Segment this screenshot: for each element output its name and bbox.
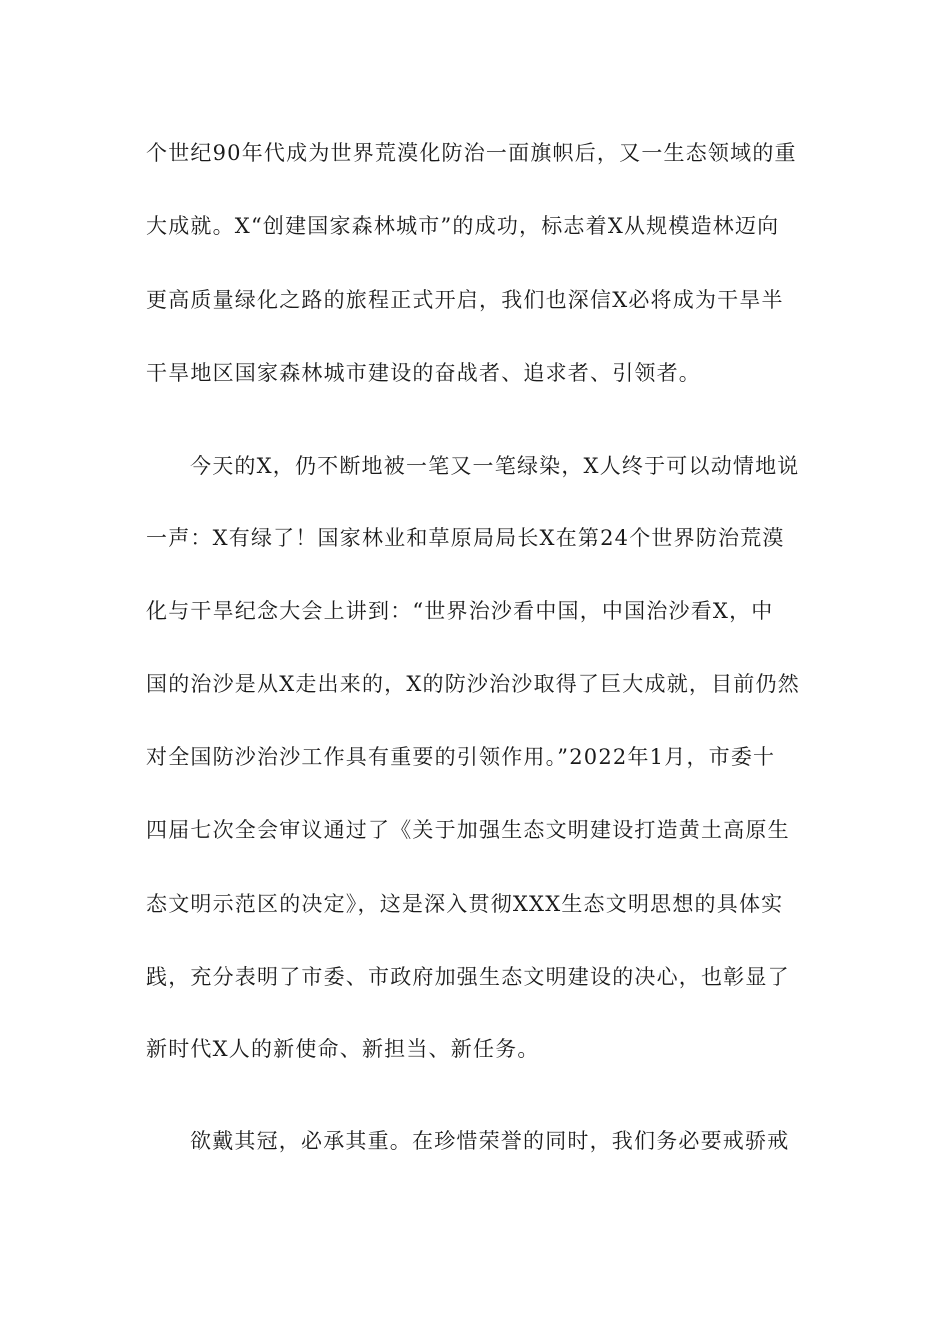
paragraph-first-line: 今天的X，仍不断地被一笔又一笔绿染，X人终于可以动情地说 — [190, 454, 800, 478]
text-line: 干旱地区国家森林城市建设的奋战者、追求者、引领者。 — [146, 361, 701, 385]
text-line: 化与干旱纪念大会上讲到：“世界治沙看中国，中国治沙看X，中 — [146, 599, 774, 623]
text-line: 一声：X有绿了！国家林业和草原局局长X在第24个世界防治荒漠 — [146, 526, 785, 550]
text-line: 新时代X人的新使命、新担当、新任务。 — [146, 1037, 540, 1061]
text-line: 国的治沙是从X走出来的，X的防沙治沙取得了巨大成就，目前仍然 — [146, 672, 800, 696]
text-line: 对全国防沙治沙工作具有重要的引领作用。”2022年1月，市委十 — [146, 745, 776, 769]
text-line: 态文明示范区的决定》，这是深入贯彻XXX生态文明思想的具体实 — [146, 892, 784, 916]
paragraph-first-line: 欲戴其冠，必承其重。在珍惜荣誉的同时，我们务必要戒骄戒 — [190, 1129, 790, 1153]
text-line: 个世纪90年代成为世界荒漠化防治一面旗帜后，又一生态领域的重 — [146, 141, 797, 165]
text-line: 四届七次全会审议通过了《关于加强生态文明建设打造黄土高原生 — [146, 818, 790, 842]
text-line: 更高质量绿化之路的旅程正式开启，我们也深信X必将成为干旱半 — [146, 288, 784, 312]
text-line: 大成就。X“创建国家森林城市”的成功，标志着X从规模造林迈向 — [146, 214, 780, 238]
text-line: 践，充分表明了市委、市政府加强生态文明建设的决心，也彰显了 — [146, 965, 790, 989]
